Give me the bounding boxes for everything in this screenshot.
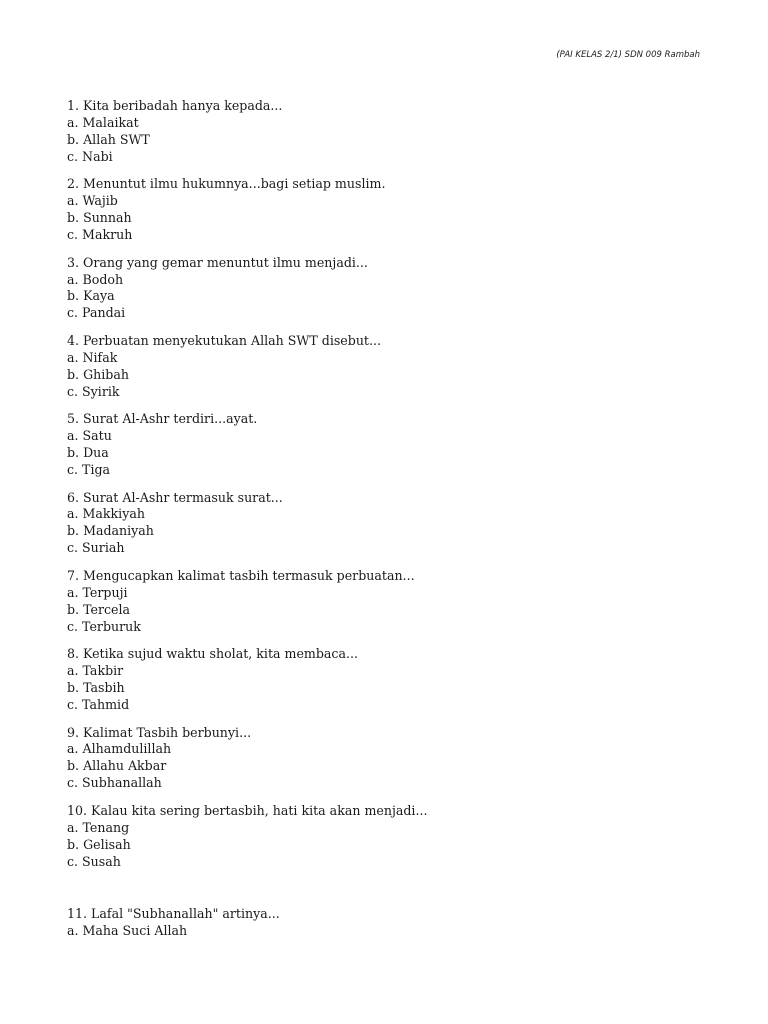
question-block [67,725,707,793]
answer-option: a. Takbir [67,663,124,679]
answer-option: b. Ghibah [67,366,129,382]
question-block [67,568,707,636]
question-block [67,490,707,558]
answer-option: b. Tercela [67,601,131,617]
question-text: 3. Orang yang gemar menuntut ilmu menjadi... [67,254,368,270]
answer-option: a. Wajib [67,193,118,209]
question-block [67,411,707,479]
question-text: 7. Mengucapkan kalimat tasbih termasuk perbuatan... [67,567,415,583]
question-text: 9. Kalimat Tasbih berbunyi... [67,724,252,740]
question-block [67,803,707,871]
question-text: 5. Surat Al-Ashr terdiri...ayat. [67,411,258,427]
answer-option: c. Tiga [67,461,111,477]
question-text: 8. Ketika sujud waktu sholat, kita membaca... [67,646,358,662]
answer-option: c. Makruh [67,227,133,243]
answer-option: a. Alhamdulillah [67,741,172,757]
answer-option: a. Nifak [67,349,118,365]
answer-option: b. Dua [67,445,109,461]
question-text: 1. Kita beribadah hanya kepada... [67,98,283,113]
question-block [67,646,707,714]
answer-option: a. Tenang [67,819,130,835]
answer-option: c. Tahmid [67,696,130,712]
answer-option: b. Tasbih [67,680,125,695]
question-list [67,98,707,951]
answer-option: b. Kaya [67,288,115,304]
answer-option: b. Allahu Akbar [67,758,167,774]
question-block [67,176,707,244]
question-block [67,906,707,940]
question-block [67,333,707,401]
question-text: 2. Menuntut ilmu hukumnya...bagi setiap muslim. [67,176,386,192]
answer-option: a. Satu [67,428,112,444]
answer-option: a. Malaikat [67,114,139,130]
answer-option: b. Sunnah [67,210,132,226]
answer-option: b. Madaniyah [67,523,154,539]
answer-option: a. Makkiyah [67,506,145,522]
answer-option: b. Gelisah [67,836,131,852]
answer-option: c. Suriah [67,540,125,556]
answer-option: b. Allah SWT [67,131,150,147]
answer-option: a. Terpuji [67,584,128,600]
question-text: 10. Kalau kita sering bertasbih, hati kita akan menjadi... [67,802,428,818]
answer-option: a. Maha Suci Allah [67,923,188,939]
answer-option: a. Bodoh [67,271,124,287]
answer-option: c. Nabi [67,148,113,164]
document-header: (PAI KELAS 2/1) SDN 009 Rambah [556,50,700,60]
answer-option: c. Subhanallah [67,775,162,791]
question-text: 4. Perbuatan menyekutukan Allah SWT disebut... [67,332,382,348]
answer-option: c. Terburuk [67,618,141,634]
answer-option: c. Syirik [67,383,120,399]
question-block [67,255,707,323]
answer-option: c. Susah [67,853,121,869]
question-block [67,98,707,166]
answer-option: c. Pandai [67,305,126,321]
question-text: 11. Lafal "Subhanallah" artinya... [67,906,280,922]
question-text: 6. Surat Al-Ashr termasuk surat... [67,489,283,505]
